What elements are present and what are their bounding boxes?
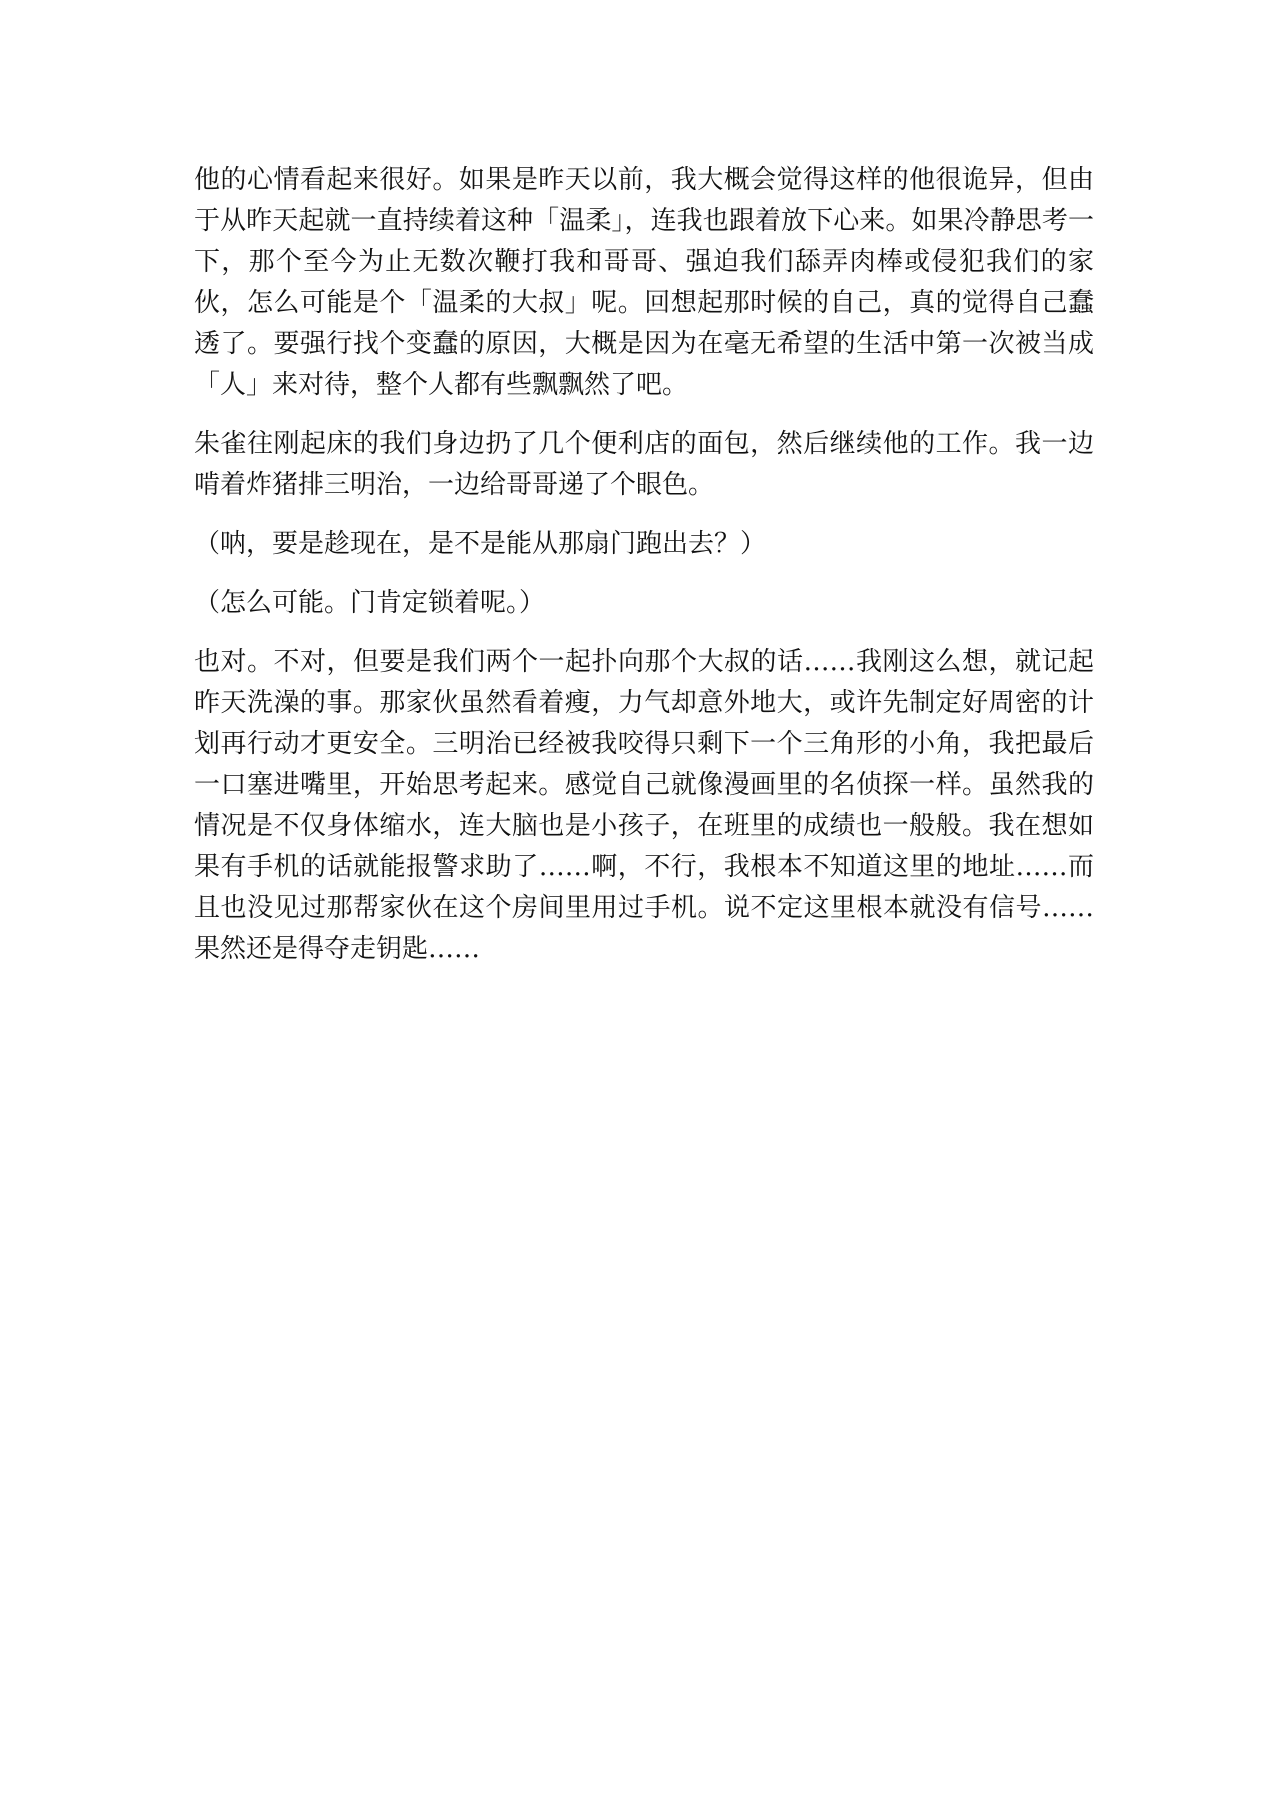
paragraph-5: 也对。不对，但要是我们两个一起扑向那个大叔的话……我刚这么想，就记起昨天洗澡的事。那家伙虽然看着瘦，力气却意外地大，或许先制定好周密的计划再行动才更安全。三明治已经被我咬得只剩下一个三角形的小角，我把最后一口塞进嘴里，开始思考起来。感觉自己就像漫画里的名侦探一样。虽然我的情况是不仅身体缩水，连大脑也是小孩子，在班里的成绩也一般般。我在想如果有手机的话就能报警求助了……啊，不行，我根本不知道这里的地址……而且也没见过那帮家伙在这个房间里用过手机。说不定这里根本就没有信号……果然还是得夺走钥匙…… [194, 647, 1094, 964]
paragraph-2: 朱雀往刚起床的我们身边扔了几个便利店的面包，然后继续他的工作。我一边啃着炸猪排三明治，一边给哥哥递了个眼色。 [194, 429, 1094, 500]
paragraph-4: （怎么可能。门肯定锁着呢。） [194, 588, 546, 618]
paragraph-3: （呐，要是趁现在，是不是能从那扇门跑出去？） [194, 529, 767, 559]
document-body [194, 160, 1094, 988]
paragraph-1: 他的心情看起来很好。如果是昨天以前，我大概会觉得这样的他很诡异，但由于从昨天起就一直持续着这种「温柔」，连我也跟着放下心来。如果冷静思考一下，那个至今为止无数次鞭打我和哥哥、强迫我们舔弄肉棒或侵犯我们的家伙，怎么可能是个「温柔的大叔」呢。回想起那时候的自己，真的觉得自己蠢透了。要强行找个变蠢的原因，大概是因为在毫无希望的生活中第一次被当成「人」来对待，整个人都有些飘飘然了吧。 [194, 165, 1094, 400]
